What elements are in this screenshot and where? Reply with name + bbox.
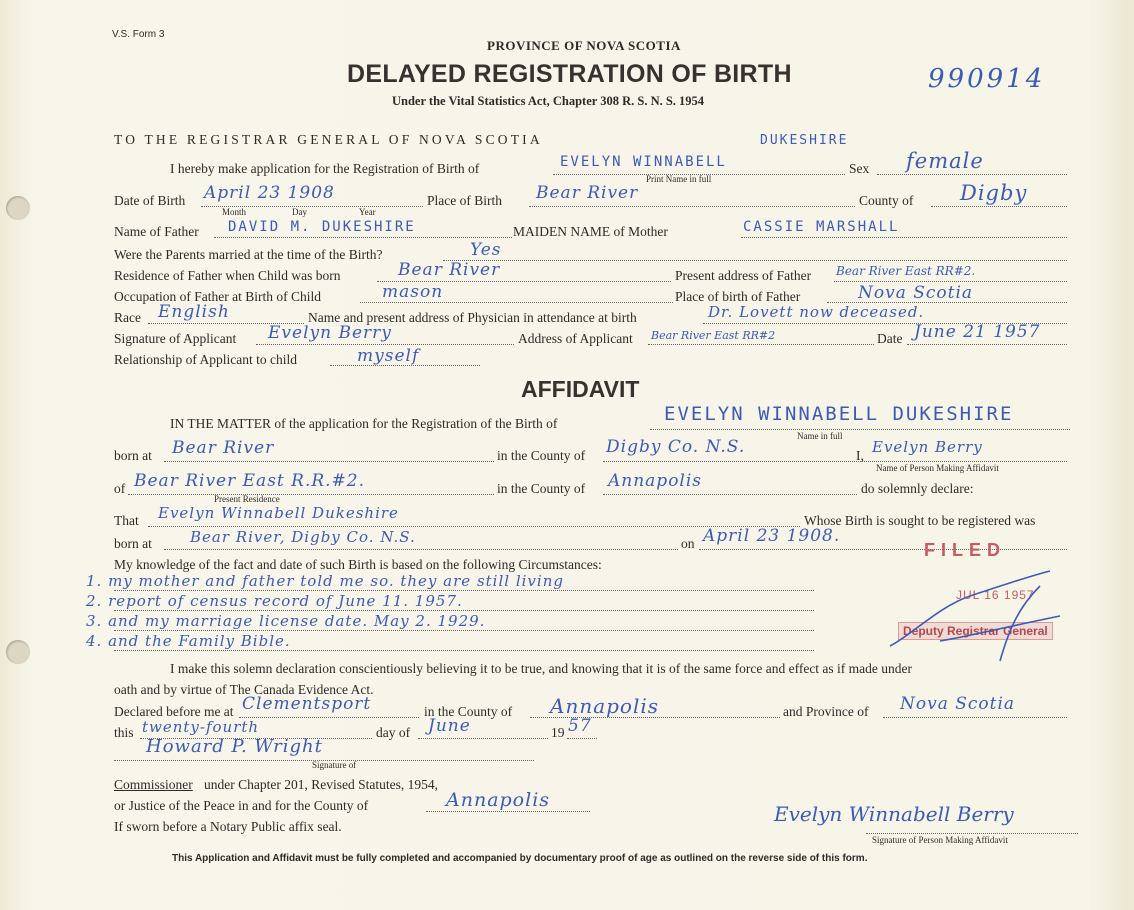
this-value: twenty-fourth (142, 718, 260, 736)
application-intro: I hereby make application for the Registration of Birth of (170, 161, 480, 176)
born-at-value: Bear River (172, 438, 275, 458)
father-birth-value: Nova Scotia (858, 283, 974, 303)
affiant-signature: Evelyn Winnabell Berry (774, 802, 1014, 826)
circumstance-item: 2. report of census record of June 11. 1957. (86, 592, 463, 610)
married-value: Yes (470, 240, 502, 260)
married-label: Were the Parents married at the time of the Birth? (114, 247, 383, 262)
whose-birth-text: Whose Birth is sought to be registered was (804, 513, 1036, 528)
person-caption: Name of Person Making Affidavit (876, 463, 999, 473)
footer-note: This Application and Affidavit must be fully completed and accompanied by documentary proof of age as outlined on the reverse side of this form. (172, 853, 868, 864)
form-code: V.S. Form 3 (112, 29, 165, 40)
signature-of-caption: Signature of (312, 760, 357, 770)
circumstance-item: 1. my mother and father told me so. they are still living (86, 572, 564, 590)
day-caption: Day (292, 207, 307, 217)
place-label: Place of Birth (427, 193, 502, 208)
name-caption: Print Name in full (646, 174, 712, 184)
justice-label: or Justice of the Peace in and for the County of (114, 798, 369, 813)
dob-label: Date of Birth (114, 193, 186, 208)
i-label: I, (856, 448, 864, 463)
declare-text: do solemnly declare: (861, 481, 974, 496)
province-heading: PROVINCE OF NOVA SCOTIA (487, 38, 681, 53)
that-value: Evelyn Winnabell Dukeshire (158, 504, 399, 522)
sig-applicant-value: Evelyn Berry (268, 323, 392, 343)
form-subtitle: Under the Vital Statistics Act, Chapter 308 R. S. N. S. 1954 (392, 94, 705, 108)
notary-note: If sworn before a Notary Public affix seal. (114, 819, 342, 834)
born-at2-value: Bear River, Digby Co. N.S. (190, 528, 416, 546)
present-father-label: Present address of Father (675, 268, 812, 283)
province-label: and Province of (783, 704, 869, 719)
county3-value: Annapolis (550, 694, 660, 718)
born-at2-label: born at (114, 536, 152, 551)
solemn-declaration-2: oath and by virtue of The Canada Evidence Act. (114, 682, 374, 697)
punch-hole (6, 640, 30, 664)
date-value: June 21 1957 (914, 322, 1041, 342)
circumstance-item: 4. and the Family Bible. (86, 632, 291, 650)
year-prefix: 19 (551, 725, 565, 740)
addr-applicant-value: Bear River East RR#2 (651, 329, 776, 342)
year-caption: Year (359, 207, 376, 217)
addressee-line: TO THE REGISTRAR GENERAL OF NOVA SCOTIA (114, 132, 543, 147)
county-of-label: in the County of (497, 448, 586, 463)
born-at-label: born at (114, 448, 152, 463)
filed-date-stamp: JUL 16 1957 (956, 588, 1035, 602)
date-label: Date (877, 331, 903, 346)
form-title: DELAYED REGISTRATION OF BIRTH (347, 60, 792, 88)
present-residence-caption: Present Residence (214, 494, 280, 504)
registrar-signature-scribble (880, 566, 1070, 666)
justice-value: Annapolis (446, 789, 551, 811)
affiant-name-value: Evelyn Berry (872, 438, 983, 456)
affiant-caption: Signature of Person Making Affidavit (872, 835, 1008, 845)
affidavit-heading: AFFIDAVIT (521, 376, 640, 402)
dob-value: April 23 1908 (204, 183, 335, 203)
addr-applicant-label: Address of Applicant (518, 331, 633, 346)
on-value: April 23 1908. (703, 526, 841, 546)
province-value: Nova Scotia (900, 694, 1016, 714)
month-value: June (428, 716, 471, 736)
commissioner-label: Commissioner (114, 777, 193, 792)
of-value: Bear River East R.R.#2. (134, 471, 366, 491)
declared-label: Declared before me at (114, 704, 234, 719)
knowledge-text: My knowledge of the fact and date of such Birth is based on the following Circumstances: (114, 557, 602, 572)
occupation-label: Occupation of Father at Birth of Child (114, 289, 321, 304)
of-label: of (114, 481, 126, 496)
day-of-label: day of (376, 725, 411, 740)
registration-number: 990914 (928, 64, 1046, 94)
county-label: County of (859, 193, 914, 208)
year-value: 57 (568, 716, 592, 736)
mother-label: MAIDEN NAME of Mother (513, 224, 668, 239)
occupation-value: mason (382, 282, 444, 302)
present-father-value: Bear River East RR#2. (836, 264, 976, 278)
relationship-value: myself (357, 346, 420, 366)
physician-label: Name and present address of Physician in attendance at birth (308, 310, 637, 325)
sig-applicant-label: Signature of Applicant (114, 331, 237, 346)
on-label: on (681, 536, 695, 551)
affidavit-county-value: Digby Co. N.S. (606, 437, 746, 457)
child-name-value: EVELYN WINNABELL (560, 154, 727, 170)
filed-stamp: FILED (924, 540, 1006, 560)
mother-value: CASSIE MARSHALL (743, 219, 900, 235)
place-value: Bear River (536, 183, 639, 203)
sex-value: female (906, 149, 984, 173)
res-father-value: Bear River (398, 260, 501, 280)
declared-value: Clementsport (242, 694, 372, 714)
affidavit-child-name: EVELYN WINNABELL DUKESHIRE (664, 403, 1014, 425)
affidavit-county2-value: Annapolis (608, 471, 703, 491)
res-father-label: Residence of Father when Child was born (114, 268, 341, 283)
circumstance-item: 3. and my marriage license date. May 2. 1929. (86, 612, 486, 630)
solemn-declaration-1: I make this solemn declaration conscientiously believing it to be true, and knowing that it is of the same force and effect as if made under (170, 661, 913, 676)
affidavit-name-caption: Name in full (797, 431, 843, 441)
father-birth-label: Place of birth of Father (675, 289, 801, 304)
punch-hole (6, 196, 30, 220)
race-value: English (158, 302, 230, 322)
deputy-registrar-stamp: Deputy Registrar General (898, 622, 1053, 640)
county3-label: in the County of (424, 704, 513, 719)
sex-label: Sex (849, 161, 870, 176)
father-label: Name of Father (114, 224, 199, 239)
month-caption: Month (222, 207, 247, 217)
that-label: That (114, 513, 139, 528)
father-value: DAVID M. DUKESHIRE (228, 219, 416, 235)
affidavit-matter: IN THE MATTER of the application for the Registration of the Birth of (170, 416, 558, 431)
this-label: this (114, 725, 134, 740)
county-of-label-2: in the County of (497, 481, 586, 496)
commissioner-rest: under Chapter 201, Revised Statutes, 1954, (204, 777, 438, 792)
relationship-label: Relationship of Applicant to child (114, 352, 297, 367)
commissioner-signature: Howard P. Wright (146, 736, 323, 757)
physician-value: Dr. Lovett now deceased. (708, 303, 925, 321)
race-label: Race (114, 310, 141, 325)
surname-insert: DUKESHIRE (760, 133, 849, 148)
county-value: Digby (960, 181, 1028, 205)
